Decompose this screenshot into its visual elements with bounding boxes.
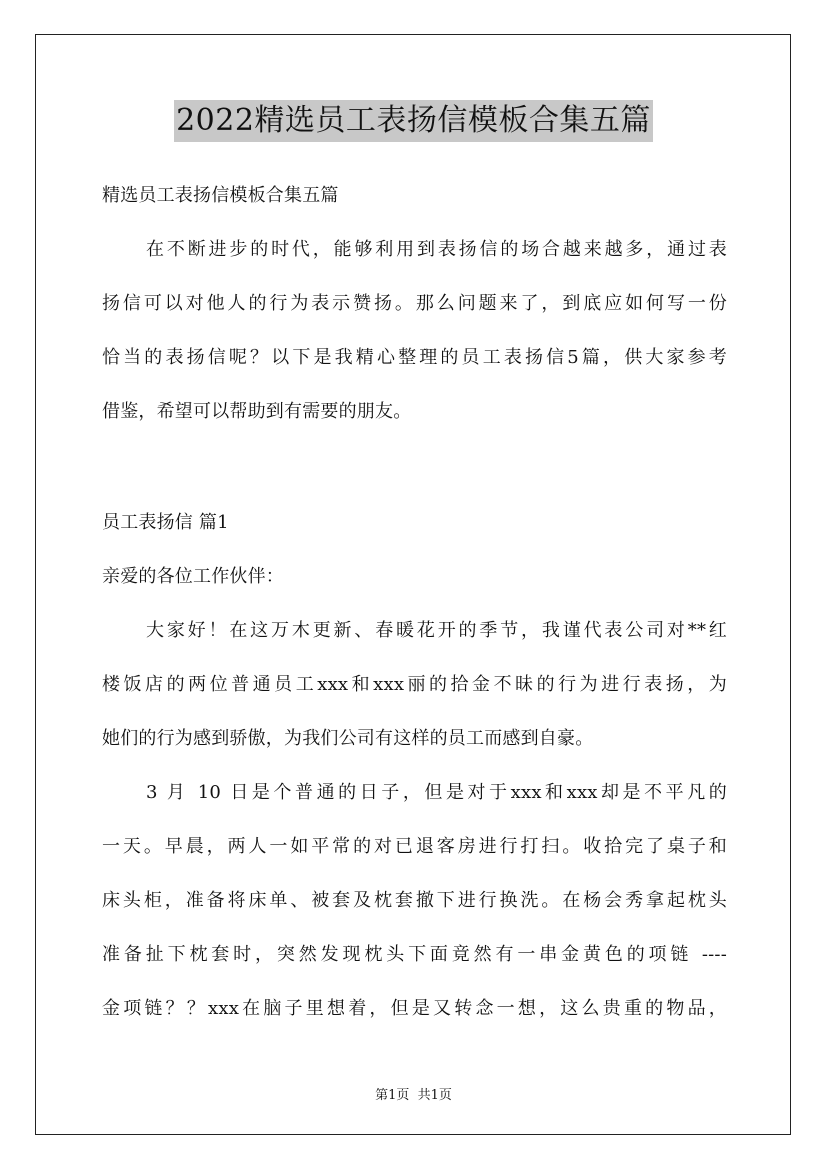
intro-line: 扬信可以对他人的行为表示赞扬。那么问题来了，到底应如何写一份	[102, 293, 727, 314]
paragraph-line: 3 月 10 日是个普通的日子，但是对于xxx和xxx却是不平凡的	[146, 782, 727, 803]
document-title: 2022精选员工表扬信模板合集五篇	[174, 100, 653, 142]
paragraph-line: 一天。早晨，两人一如平常的对已退客房进行打扫。收拾完了桌子和	[102, 836, 727, 857]
paragraph-line: 床头柜，准备将床单、被套及枕套撤下进行换洗。在杨会秀拿起枕头	[102, 890, 727, 911]
paragraph-line: 她们的行为感到骄傲，为我们公司有这样的员工而感到自豪。	[102, 728, 594, 749]
section-heading: 员工表扬信 篇1	[102, 512, 229, 533]
intro-line: 恰当的表扬信呢？以下是我精心整理的员工表扬信5篇，供大家参考	[102, 347, 727, 368]
intro-line: 在不断进步的时代，能够利用到表扬信的场合越来越多，通过表	[146, 239, 727, 260]
paragraph-line: 大家好！在这万木更新、春暖花开的季节，我谨代表公司对**红	[146, 620, 727, 641]
page-total: 共1页	[417, 1088, 452, 1103]
subtitle: 精选员工表扬信模板合集五篇	[102, 185, 339, 206]
title-container	[0, 100, 827, 142]
salutation: 亲爱的各位工作伙伴：	[102, 566, 284, 587]
paragraph-line: 准备扯下枕套时，突然发现枕头下面竟然有一串金黄色的项链 ----	[102, 944, 727, 965]
intro-line: 借鉴，希望可以帮助到有需要的朋友。	[102, 401, 412, 422]
paragraph-line: 金项链？？xxx在脑子里想着，但是又转念一想，这么贵重的物品，	[102, 998, 727, 1019]
page-number: 第1页	[375, 1088, 410, 1103]
page-footer	[0, 1084, 827, 1103]
paragraph-line: 楼饭店的两位普通员工xxx和xxx丽的拾金不昧的行为进行表扬，为	[102, 674, 727, 695]
